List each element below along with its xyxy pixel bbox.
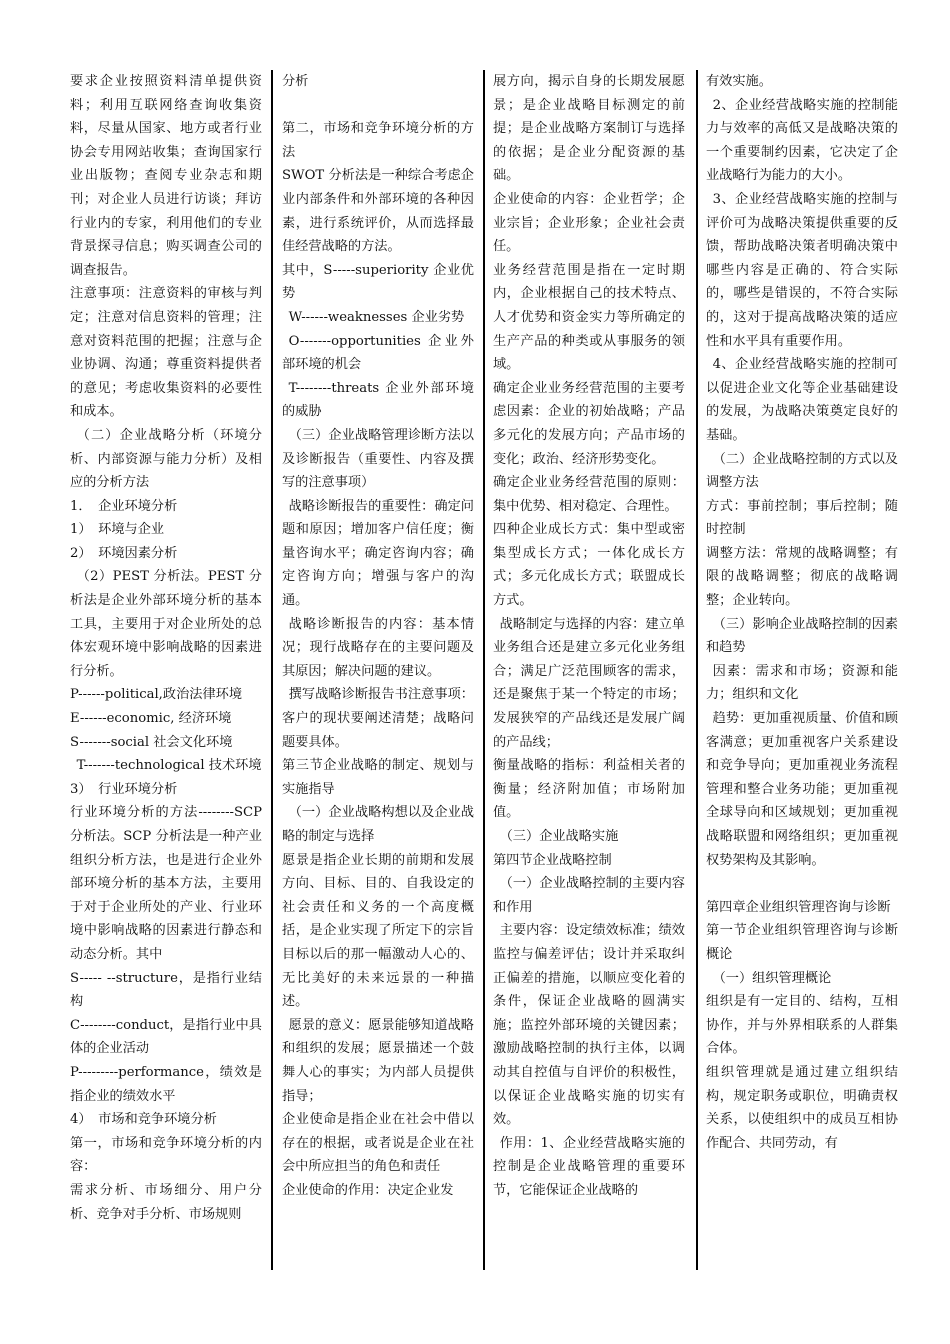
paragraph: 分析 bbox=[282, 74, 309, 89]
paragraph: 3） 行业环境分析 bbox=[70, 781, 178, 797]
paragraph: 第二，市场和竞争环境分析的方法 bbox=[282, 121, 474, 160]
paragraph: （2）PEST 分析法。PEST 分析法是企业外部环境分析的基本工具，主要用于对企业所处的总体宏观环境中影响战略的因素进行分析。 bbox=[70, 569, 262, 679]
paragraph: O-------opportunities 企业外部环境的机会 bbox=[282, 333, 474, 373]
paragraph: （三）企业战略实施 bbox=[499, 829, 619, 844]
paragraph: 2） 环境因素分析 bbox=[70, 545, 178, 561]
paragraph: 战略制定与选择的内容：建立单业务组合还是建立多元化业务组合；满足广泛范围顾客的需求，还是聚焦于某一个特定的市场；发展狭窄的产品线还是发展广阔的产品线； bbox=[493, 616, 685, 750]
paragraph: 第一，市场和竞争环境分析的内容： bbox=[70, 1135, 262, 1175]
paragraph: 主要内容：设定绩效标准；绩效监控与偏差评估；设计并采取纠正偏差的措施，以顺应变化着的条件，保证企业战略的圆满实施；监控外部环境的关键因素；激励战略控制的执行主体，以调动其自控值与自评价的积极性，以保证企业战略实施的切实有效。 bbox=[493, 923, 685, 1128]
column-divider bbox=[696, 70, 698, 1270]
paragraph: 第四章企业组织管理咨询与诊断 bbox=[706, 899, 891, 915]
paragraph: E------economic, 经济环境 bbox=[70, 711, 232, 727]
paragraph: 确定企业业务经营范围的主要考虑因素：企业的初始战略；产品多元化的发展方向；产品市场的变化；政治、经济形势变化。 bbox=[493, 380, 685, 467]
paragraph: T--------threats 企业外部环境的威胁 bbox=[282, 380, 474, 420]
paragraph: 作用：1、企业经营战略实施的控制是企业战略管理的重要环节，它能保证企业战略的 bbox=[493, 1135, 685, 1198]
paragraph: 注意事项：注意资料的审核与判定；注意对信息资料的管理；注意对资料范围的把握；注意与企业协调、沟通；尊重资料提供者的意见；考虑收集资料的必要性和成本。 bbox=[70, 286, 262, 420]
paragraph: 企业使命的作用：决定企业发 bbox=[282, 1182, 454, 1198]
paragraph: 战略诊断报告的重要性：确定问题和原因；增加客户信任度；衡量咨询水平；确定咨询内容；确定咨询方向；增强与客户的沟通。 bbox=[282, 498, 474, 609]
paragraph: 其中，S-----superiority 企业优势 bbox=[282, 262, 474, 302]
paragraph: 方式：事前控制；事后控制；随时控制 bbox=[706, 498, 898, 538]
paragraph: 第一节企业组织管理咨询与诊断概论 bbox=[706, 923, 898, 962]
paragraph: 组织管理就是通过建立组织结构，规定职务或职位，明确责权关系，以使组织中的成员互相协作配合、共同劳动，有 bbox=[706, 1064, 898, 1151]
paragraph: 第三节企业战略的制定、规划与实施指导 bbox=[282, 758, 474, 797]
paragraph bbox=[282, 94, 474, 118]
column-divider bbox=[271, 70, 273, 1270]
paragraph: C--------conduct，是指行业中具体的企业活动 bbox=[70, 1017, 262, 1057]
paragraph: （三）企业战略管理诊断方法以及诊断报告（重要性、内容及撰写的注意事项） bbox=[282, 427, 474, 491]
paragraph: 撰写战略诊断报告书注意事项：客户的现状要阐述清楚；战略问题要具体。 bbox=[282, 687, 474, 750]
paragraph: 企业使命是指企业在社会中借以存在的根据，或者说是企业在社会中所应担当的角色和责任 bbox=[282, 1112, 474, 1175]
text-column-1 bbox=[70, 70, 262, 1290]
paragraph: 业务经营范围是指在一定时期内，企业根据自己的技术特点、人才优势和资金实力等所确定的生产产品的种类或从事服务的领域。 bbox=[493, 262, 685, 373]
paragraph: 需求分析、市场细分、用户分析、竞争对手分析、市场规则 bbox=[70, 1182, 262, 1222]
paragraph: 要求企业按照资料清单提供资料；利用互联网络查询收集资料，尽量从国家、地方或者行业协会专用网站收集；查询国家行业出版物；查阅专业杂志和期刊；对企业人员进行访谈；拜访行业内的专家，利用他们的专业背景探寻信息；购买调查公司的调查报告。 bbox=[70, 74, 262, 278]
paragraph: P---------performance，绩效是指企业的绩效水平 bbox=[70, 1064, 262, 1104]
paragraph: 1） 环境与企业 bbox=[70, 522, 165, 538]
paragraph: S-------social 社会文化环境 bbox=[70, 734, 233, 750]
paragraph: （一）企业战略构想以及企业战略的制定与选择 bbox=[282, 805, 474, 844]
paragraph: W------weaknesses 企业劣势 bbox=[288, 309, 465, 325]
document-page bbox=[70, 70, 900, 1290]
paragraph: 4、企业经营战略实施的控制可以促进企业文化等企业基础建设的发展，为战略决策奠定良好的基础。 bbox=[706, 357, 898, 443]
paragraph: 衡量战略的指标：利益相关者的衡量；经济附加值；市场附加值。 bbox=[493, 758, 685, 821]
column-divider bbox=[483, 70, 485, 1270]
text-column-4 bbox=[706, 70, 898, 1290]
paragraph: 2、企业经营战略实施的控制能力与效率的高低又是战略决策的一个重要制约因素，它决定了企业战略行为能力的大小。 bbox=[706, 97, 898, 184]
paragraph: 组织是有一定目的、结构，互相协作，并与外界相联系的人群集合体。 bbox=[706, 994, 898, 1057]
paragraph: 企业使命的内容：企业哲学；企业宗旨；企业形象；企业社会责任。 bbox=[493, 191, 685, 255]
paragraph: （二）企业战略控制的方式以及调整方法 bbox=[706, 451, 898, 491]
paragraph: 四种企业成长方式：集中型或密集型成长方式；一体化成长方式；多元化成长方式；联盟成长方式。 bbox=[493, 522, 685, 609]
text-column-3 bbox=[493, 70, 685, 1290]
paragraph: 有效实施。 bbox=[706, 74, 772, 89]
paragraph: 确定企业业务经营范围的原则：集中优势、相对稳定、合理性。 bbox=[493, 475, 685, 514]
paragraph: 3、企业经营战略实施的控制与评价可为战略决策提供重要的反馈，帮助战略决策者明确决策中哪些内容是正确的、符合实际的，哪些是错误的，不符合实际的，这对于提高战略决策的适应性和水平具有重要作用。 bbox=[706, 191, 898, 349]
paragraph: 因素：需求和市场；资源和能力；组织和文化 bbox=[706, 663, 898, 703]
paragraph: T-------technological 技术环境 bbox=[76, 758, 262, 774]
paragraph: 愿景的意义：愿景能够知道战略和组织的发展；愿景描述一个鼓舞人心的事实；为内部人员提供指导； bbox=[282, 1017, 474, 1104]
paragraph: 战略诊断报告的内容：基本情况；现行战略存在的主要问题及其原因；解决问题的建议。 bbox=[282, 616, 474, 679]
paragraph: 愿景是指企业长期的前期和发展方向、目标、目的、自我设定的社会责任和义务的一个高度概括，是企业实现了所定下的宗旨目标以后的那一幅激动人心的、无比美好的未来远景的一种描述。 bbox=[282, 852, 474, 1010]
paragraph: 展方向，揭示自身的长期发展愿景；是企业战略目标测定的前提；是企业战略方案制订与选择的依据；是企业分配资源的基础。 bbox=[493, 74, 685, 184]
paragraph: 1． 企业环境分析 bbox=[70, 498, 178, 514]
paragraph: S----- --structure，是指行业结构 bbox=[70, 970, 262, 1010]
paragraph: （二）企业战略分析（环境分析、内部资源与能力分析）及相应的分析方法 bbox=[70, 427, 262, 491]
paragraph: 第四节企业战略控制 bbox=[493, 852, 612, 868]
paragraph: SWOT 分析法是一种综合考虑企业内部条件和外部环境的各种因素，进行系统评价，从而选择最佳经营战略的方法。 bbox=[282, 168, 474, 255]
paragraph: P------political,政治法律环境 bbox=[70, 687, 243, 703]
paragraph: 4） 市场和竞争环境分析 bbox=[70, 1112, 217, 1128]
paragraph bbox=[706, 872, 898, 896]
text-column-2 bbox=[282, 70, 474, 1290]
paragraph: 调整方法：常规的战略调整；有限的战略调整；彻底的战略调整；企业转向。 bbox=[706, 545, 898, 609]
paragraph: （一）企业战略控制的主要内容和作用 bbox=[493, 876, 685, 915]
paragraph: （三）影响企业战略控制的因素和趋势 bbox=[706, 616, 898, 656]
paragraph: （一）组织管理概论 bbox=[712, 970, 832, 986]
paragraph: 趋势：更加重视质量、价值和顾客满意；更加重视客户关系建设和竞争导向；更加重视业务流程管理和整合业务功能；更加重视全球导向和区域规划；更加重视战略联盟和网络组织；更加重视权势架构及其影响。 bbox=[706, 711, 898, 868]
paragraph: 行业环境分析的方法--------SCP 分析法。SCP 分析法是一种产业组织分析方法，也是进行企业外部环境分析的基本方法，主要用于对于企业所处的产业、行业环境中影响战略的因素进行静态和动态分析。其中 bbox=[70, 805, 262, 962]
